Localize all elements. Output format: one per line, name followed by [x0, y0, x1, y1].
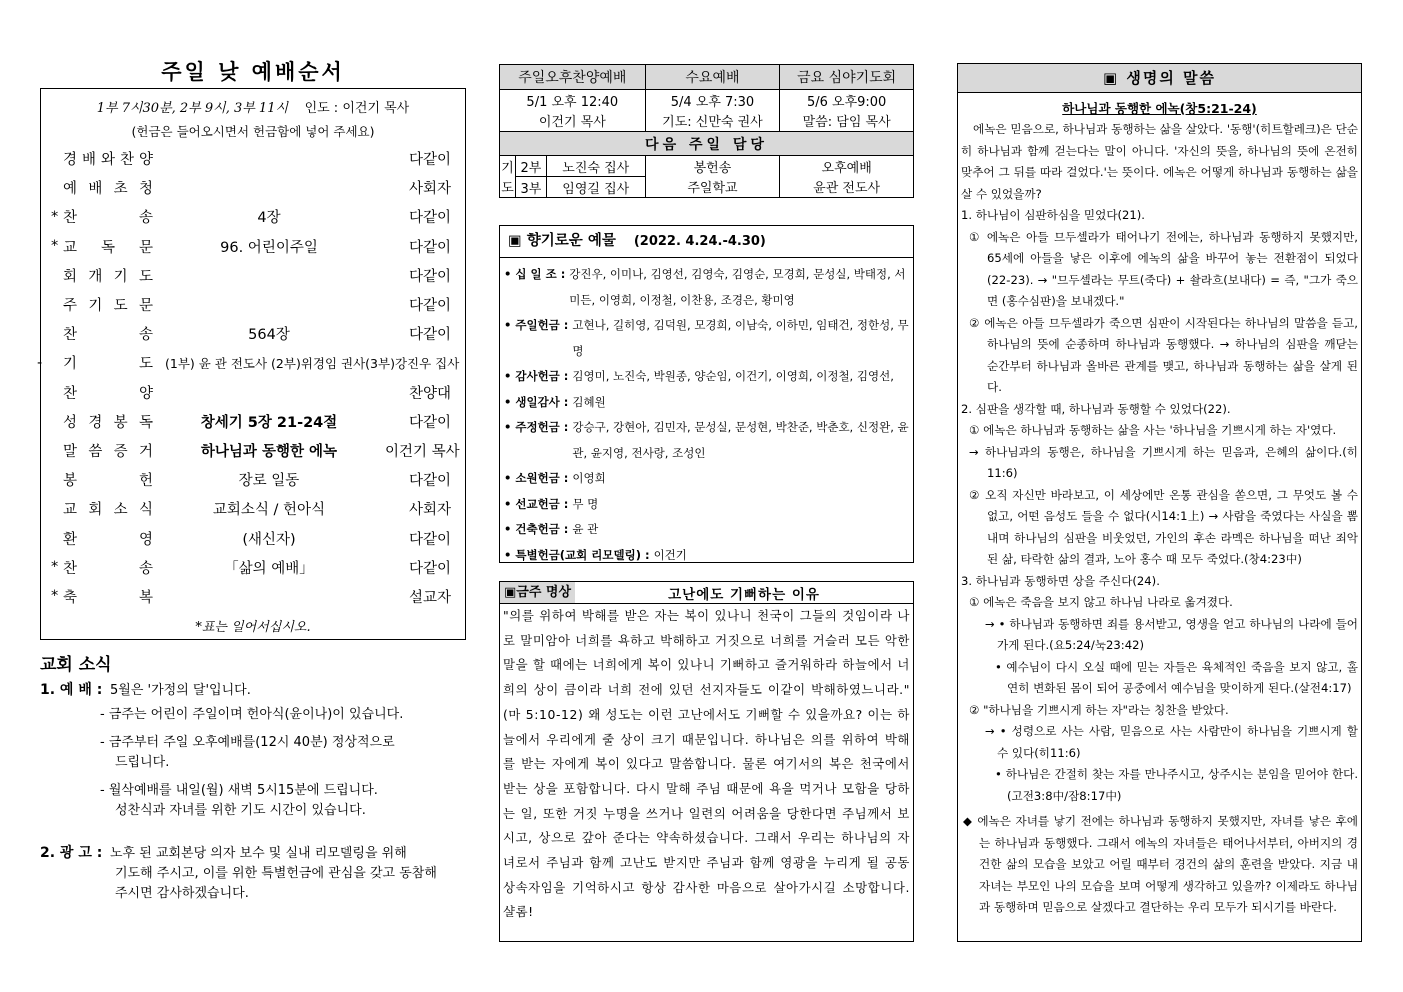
offering-item: [500, 492, 913, 518]
schedule-cell: 오후예배: [780, 156, 914, 177]
offering-title-text: ▣ 향기로운 예물: [508, 233, 616, 249]
order-item-person: 사회자: [408, 181, 451, 198]
meditation-header: [500, 582, 913, 604]
word-point-1: 1. 하나님이 심판하심을 믿었다(21).: [961, 208, 1145, 222]
word-point-3a1: → • 하나님과 동행하면 죄를 용서받고, 영생을 얻고 하나님의 나라에 들어가게 된다.(요5:24/눅23:42): [985, 616, 1358, 652]
order-item-person: 다같이: [408, 239, 451, 256]
offering-names: 고현나, 길히영, 김덕원, 모경희, 이남숙, 이하민, 임태건, 정한성, 무 명: [572, 318, 909, 358]
news-item1-sub1: - 금주는 어린이 주일이며 헌아식(윤이나)이 있습니다.: [100, 707, 404, 722]
order-item-name: 봉 헌: [63, 473, 153, 490]
word-point-3b1: → • 성령으로 사는 사람, 믿음으로 사는 사람만이 하나님을 기쁘시게 할 수 있다(히11:6): [985, 724, 1358, 760]
schedule-cell: 말씀: 담임 목사: [780, 111, 914, 132]
news-item2-c: 주시면 감사하겠습니다.: [115, 886, 249, 901]
schedule-cell: 노진숙 집사: [546, 156, 645, 177]
stand-marker: *: [51, 208, 59, 225]
word-point-2a2: → 하나님과의 동행은, 하나님을 기쁘시게 하는 믿음과, 은혜의 삶이다.(히11:6): [969, 444, 1358, 480]
schedule-header-sunday: 주일오후찬양예배: [500, 65, 646, 90]
order-item-person: 다같이: [408, 268, 451, 285]
schedule-header-friday: 금요 심야기도회: [780, 65, 914, 90]
word-point-3: 3. 하나님과 동행하면 상을 주신다(24).: [961, 573, 1160, 588]
offering-label: • 건축헌금 :: [504, 517, 568, 543]
order-row: [41, 553, 465, 582]
order-row: [41, 494, 465, 523]
order-item-person: 다같이: [408, 560, 451, 577]
schedule-header-wednesday: 수요예배: [645, 65, 780, 90]
prayer-label-bottom: 도: [500, 177, 516, 198]
news-item1-sub3b: 성찬식과 자녀를 위한 기도 시간이 있습니다.: [115, 803, 366, 818]
service-times: 1부 7시30분, 2부 9시, 3부 11시: [96, 101, 289, 116]
meditation-title: 고난에도 기뻐하는 이유: [668, 586, 820, 603]
order-row: [41, 261, 465, 290]
order-row: [41, 319, 465, 348]
schedule-cell: 봉헌송: [645, 156, 780, 177]
word-point-3a2: • 예수님이 다시 오실 때에 믿는 자들은 육체적인 죽음을 보지 않고, 홀연히 변화된 몸이 되어 공중에서 예수님을 맞이하게 된다.(살전4:17): [995, 659, 1358, 695]
news-item2-label: 2. 광 고 :: [40, 845, 103, 861]
order-item-name: 환 영: [63, 531, 153, 548]
order-item-name: 회 개 기 도: [63, 268, 153, 285]
offering-item: [500, 313, 913, 364]
offering-names: 무 명: [572, 496, 599, 511]
order-item-person: 다같이: [408, 531, 451, 548]
stand-marker: *: [51, 238, 59, 255]
order-item-detail: 창세기 5장 21-24절: [200, 414, 338, 431]
order-item-detail: (1부) 윤 관 전도사 (2부)위경임 권사(3부)강진우 집사: [165, 355, 460, 371]
order-row: [41, 378, 465, 407]
order-item-detail: 「삶의 예배」: [224, 560, 314, 577]
order-item-name: 예 배 초 청: [63, 181, 153, 198]
word-intro: 에녹은 믿음으로, 하나님과 동행하는 삶을 살았다. '동행'(히트할레크)은 단순히 하나님과 함께 걷는다는 말이 아니다. '자신의 뜻을, 하나님의 뜻에 온전히 맞추어 그 뒤를 따라 걸었다.'는 뜻이다. 에녹은 어떻게 하나님과 동행하는 삶을 살 수 있었을까?: [961, 122, 1358, 201]
order-item-person: 다같이: [408, 414, 451, 431]
next-week-header: 다음 주일 담당: [500, 132, 914, 156]
news-item1-text: 5월은 '가정의 달'입니다.: [110, 683, 251, 698]
word-point-2a: ① 에녹은 하나님과 동행하는 삶을 사는 '하나님을 기쁘시게 하는 자'였다.: [969, 423, 1337, 437]
offering-label: • 주일헌금 :: [504, 313, 568, 364]
schedule-cell: 3부: [515, 177, 546, 198]
news-item1-label: 1. 예 배 :: [40, 682, 103, 698]
order-item-name: 교 회 소 식: [63, 502, 153, 519]
order-item-detail: 교회소식 / 헌아식: [212, 502, 326, 519]
offering-title: [500, 226, 913, 258]
offering-list: [500, 258, 913, 568]
order-row: [41, 202, 465, 231]
news-item1-sub2a: - 금주부터 주일 오후예배를(12시 40분) 정상적으로: [100, 735, 395, 750]
offering-label: • 선교헌금 :: [504, 492, 568, 518]
offering-names: 강승구, 강현아, 김민자, 문성실, 문성현, 박찬준, 박춘호, 신정완, 윤 관, 윤지영, 전사랑, 조성인: [572, 420, 909, 460]
order-row: [41, 582, 465, 611]
order-row: [37, 348, 465, 377]
offering-note: (헌금은 들어오시면서 헌금함에 넣어 주세요): [131, 124, 375, 139]
word-point-2b: ② 오직 자신만 바라보고, 이 세상에만 온통 관심을 쏟으면, 그 무엇도 볼 수 없고, 어떤 음성도 들을 수 없다(시14:1上) → 사람을 죽였다는 사실을 뽐내며 하나님의 심판을 비웃었던, 가인의 후손 라멕은 하나님을 떠난 죄악 된 삶, 타락한 삶의 결과, 노아 홍수 때 모두 죽었다.(창4:23中): [969, 487, 1358, 566]
order-row: [41, 173, 465, 202]
schedule-cell: 5/6 오후9:00: [780, 90, 914, 111]
order-item-person: 다같이: [408, 152, 451, 169]
schedule-cell: 5/1 오후 12:40: [500, 90, 646, 111]
order-item-detail: 하나님과 동행한 에녹: [200, 443, 338, 460]
word-point-1a: ① 에녹은 아들 므두셀라가 태어나기 전에는, 하나님과 동행하지 못했지만, 65세에 아들을 낳은 이후에 에녹의 삶을 바꾸어 놓는 전환점이 되었다(22-23). → "므두셀라는 무트(죽다) + 솰라흐(보내다) = 즉, "그가 죽으면 (홍수심판)을 보내겠다.": [969, 229, 1358, 308]
order-box: [37, 88, 466, 640]
offering-item: [500, 415, 913, 466]
order-item-detail: 96. 어린이주일: [220, 239, 318, 256]
word-point-2: 2. 심판을 생각할 때, 하나님과 동행할 수 있었다(22).: [961, 401, 1231, 416]
order-item-name: 경 배 와 찬 양: [63, 152, 153, 169]
order-item-name: 말 씀 증 거: [63, 443, 153, 460]
order-item-person: 다같이: [408, 473, 451, 490]
word-point-3a: ① 에녹은 죽음을 보지 않고 하나님 나라로 옮겨졌다.: [969, 595, 1233, 609]
order-title: 주일 낮 예배순서: [161, 60, 345, 84]
offering-names: 이건기: [653, 547, 687, 562]
order-row: [41, 144, 465, 173]
offering-item: [500, 466, 913, 492]
prayer-label-top: 기: [500, 156, 516, 177]
schedule-cell: 2부: [515, 156, 546, 177]
order-item-name: 성 경 봉 독: [63, 414, 153, 431]
order-row: [41, 465, 465, 494]
meditation-label: ▣금주 명상: [500, 582, 575, 603]
schedule-cell: 주일학교: [645, 177, 780, 198]
schedule-table: [499, 64, 914, 198]
offering-item: [500, 517, 913, 543]
word-subtitle-text: 하나님과 동행한 에녹(창5:21-24): [1062, 101, 1257, 116]
order-list: [37, 144, 465, 611]
offering-names: 김영미, 노진숙, 박원종, 양순임, 이건기, 이영희, 이정철, 김영선,: [572, 369, 894, 383]
meditation-box: [499, 581, 914, 942]
service-leader: 인도 : 이건기 목사: [304, 101, 410, 116]
order-item-person: 사회자: [408, 502, 451, 519]
offering-item: [500, 543, 913, 569]
order-item-detail: 4장: [257, 210, 281, 227]
margin-dash: -: [37, 354, 43, 371]
order-row: [41, 523, 465, 552]
order-item-name: 축 복: [63, 589, 153, 606]
order-item-detail: 장로 일동: [238, 473, 300, 490]
offering-names: 김혜원: [572, 394, 606, 409]
order-item-name: 기 도: [63, 356, 153, 373]
offering-item: [500, 390, 913, 416]
offering-label: • 십 일 조 :: [504, 262, 565, 313]
order-item-person: 설교자: [408, 589, 451, 606]
order-item-name: 주 기 도 문: [63, 298, 153, 315]
order-item-person: 다같이: [408, 327, 451, 344]
offering-item: [500, 262, 913, 313]
word-box: [957, 63, 1362, 942]
offering-label: • 특별헌금(교회 리모델링) :: [504, 543, 650, 569]
schedule-cell: 이건기 목사: [500, 111, 646, 132]
offering-item: [500, 364, 913, 390]
stand-marker: *: [51, 588, 59, 605]
order-header: [41, 97, 465, 116]
order-item-name: 교 독 문: [63, 239, 153, 256]
offering-label: • 소원헌금 :: [504, 466, 568, 492]
word-subtitle: [958, 99, 1361, 117]
order-row: [41, 407, 465, 436]
schedule-cell: 5/4 오후 7:30: [645, 90, 780, 111]
word-title: ▣ 생명의 말씀: [958, 64, 1361, 93]
offering-label: • 생일감사 :: [504, 390, 568, 416]
schedule-cell: 윤관 전도사: [780, 177, 914, 198]
order-item-name: 찬 송: [63, 560, 153, 577]
offering-label: • 감사헌금 :: [504, 364, 568, 390]
order-item-person: 찬양대: [408, 385, 451, 402]
news-item1-sub3a: - 월삭예배를 내일(월) 새벽 5시15분에 드립니다.: [100, 783, 378, 798]
offering-box: [499, 225, 914, 563]
word-point-3b: ② "하나님을 기쁘시게 하는 자"라는 칭찬을 받았다.: [969, 702, 1229, 717]
meditation-body: "의를 위하여 박해를 받은 자는 복이 있나니 천국이 그들의 것임이라 나로 말미암아 너희를 욕하고 박해하고 거짓으로 너희를 거슬러 모든 악한 말을 할 때에는 너희에게 복이 있나니 기뻐하고 즐거워하라 하늘에서 너희의 상이 큼이라 너희 전에 있던 선지자들도 이같이 박해하였느니라."(마 5:10-12) 왜 성도는 이런 고난에서도 기뻐할 수 있을까요? 이는 하늘에서 우리에게 줄 상이 크기 때문입니다. 하나님은 의를 위하여 박해를 받는 자에게 복이 있다고 말씀합니다. 물론 여기서의 복은 천국에서 받는 상을 포함합니다. 다시 말해 주님 때문에 욕을 먹거나 모함을 당하는 일, 또한 거짓 누명을 쓰거나 일련의 어려움을 당한다면 주님께서 보시고, 상으로 갚아 준다는 약속하셨습니다. 그래서 우리는 하나님의 자녀로서 주님과 함께 고난도 받지만 주님과 함께 영광을 누리게 될 공동 상속자임을 기억하시고 항상 감사한 마음으로 살아가시길 소망합니다. 샬롬!: [503, 608, 910, 920]
offering-names: 이영희: [572, 471, 606, 485]
order-item-name: 찬 양: [63, 385, 153, 402]
order-item-person: 다같이: [408, 298, 451, 315]
offering-label: • 주정헌금 :: [504, 415, 568, 466]
word-point-3b2: • 하나님은 간절히 찾는 자를 만나주시고, 상주시는 분임을 믿어야 한다.(고전3:8中/잠8:17中): [995, 767, 1358, 803]
order-row: [41, 232, 465, 261]
worship-order-column: [37, 58, 466, 640]
order-item-person: 다같이: [408, 210, 451, 227]
news-item2-b: 기도해 주시고, 이를 위한 특별헌금에 관심을 갖고 동참해: [115, 866, 437, 881]
news-section: [40, 680, 460, 904]
schedule-cell: 기도: 신만숙 권사: [645, 111, 780, 132]
news-title: 교회 소식: [40, 655, 112, 675]
offering-names: 강진우, 이미나, 김영선, 김영숙, 김영순, 모경희, 문성실, 박태정, 서미든, 이영희, 이정철, 이찬용, 조경은, 황미영: [569, 267, 906, 307]
order-item-name: 찬 송: [63, 210, 153, 227]
offering-date: (2022. 4.24.-4.30): [633, 234, 766, 249]
word-point-1b: ② 에녹은 아들 므두셀라가 죽으면 심판이 시작된다는 하나님의 말씀을 듣고, 하나님의 뜻에 순종하며 하나님과 동행했다. → 하나님의 심판을 깨닫는 순간부터 하나님과 올바른 관계를 맺고, 하나님과 동행하는 삶을 살게 된다.: [969, 315, 1358, 394]
order-item-person: 이건기 목사: [385, 443, 460, 460]
order-item-detail: (새신자): [242, 531, 296, 548]
order-item-detail: 564장: [248, 327, 290, 344]
order-item-name: 찬 송: [63, 327, 153, 344]
order-footer: *표는 일어서십시오.: [195, 620, 311, 635]
schedule-cell: 임영길 집사: [546, 177, 645, 198]
news-item2-a: 노후 된 교회본당 의자 보수 및 실내 리모델링을 위해: [110, 846, 407, 861]
stand-marker: *: [51, 559, 59, 576]
order-row: [41, 436, 465, 465]
order-row: [41, 290, 465, 319]
offering-names: 윤 관: [572, 522, 599, 536]
word-body: [958, 119, 1361, 919]
word-conclusion: ◆ 에녹은 자녀를 낳기 전에는 하나님과 동행하지 못했지만, 자녀를 낳은 후에는 하나님과 동행했다. 그래서 에녹의 자녀들은 태어나서부터, 아버지의 경건한 삶의 모습을 보았고 어릴 때부터 경건의 삶의 훈련을 받았다. 지금 내 자녀는 부모인 나의 모습을 보며 어떻게 생각하고 있을까? 이제라도 하나님과 동행하며 믿음으로 살겠다고 결단하는 우리 모두가 되시기를 바란다.: [963, 814, 1358, 914]
news-item1-sub2b: 드립니다.: [115, 755, 170, 770]
